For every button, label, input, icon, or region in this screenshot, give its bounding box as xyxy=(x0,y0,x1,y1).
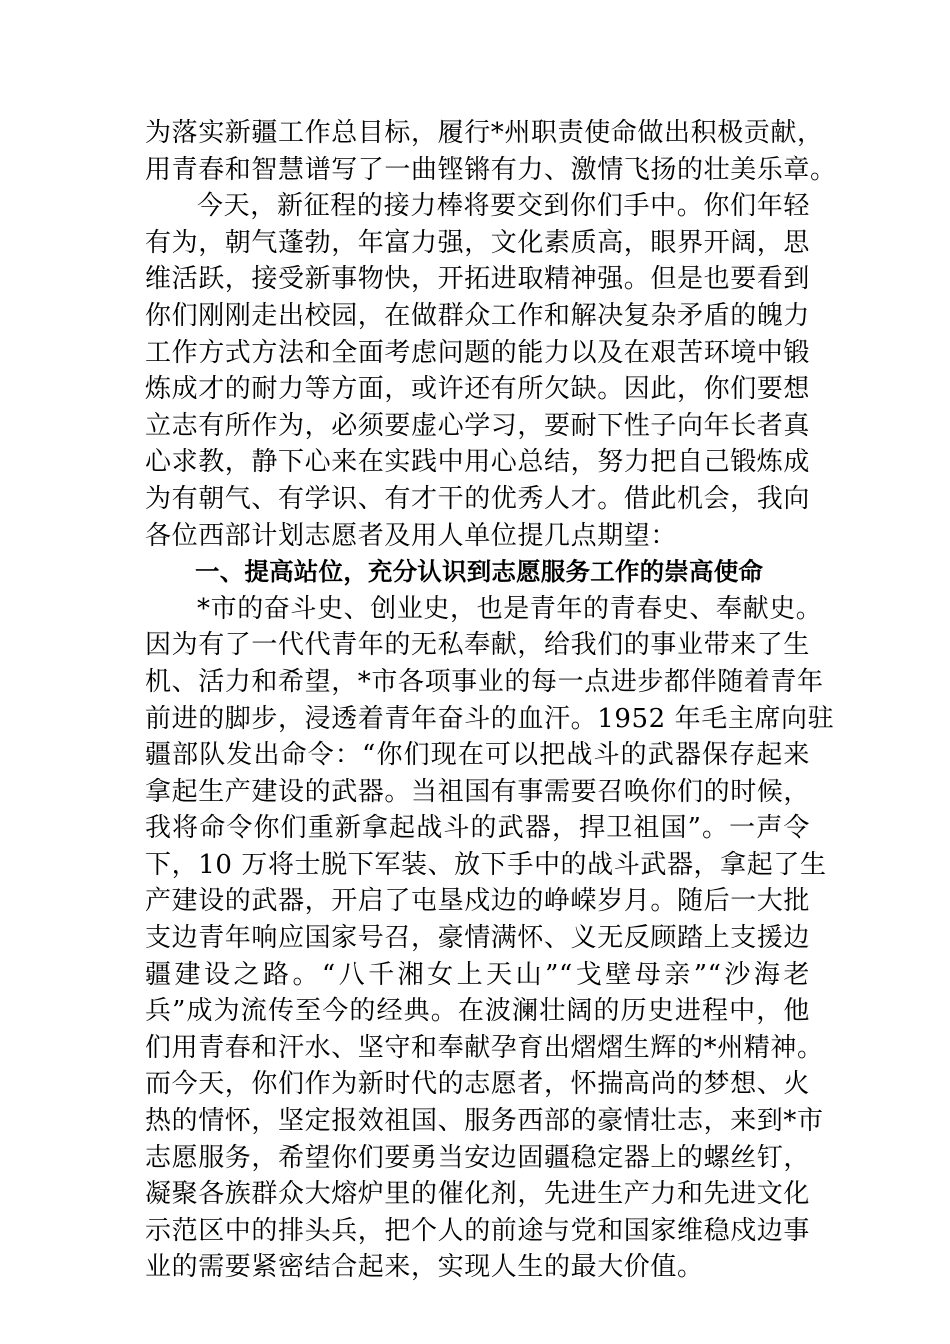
text-line: 用青春和智慧谱写了一曲铿锵有力、激情飞扬的壮美乐章。 xyxy=(145,154,837,185)
text-line: 疆建设之路。“八千湘女上天山”“戈壁母亲”“沙海老 xyxy=(145,959,810,990)
text-line: 机、活力和希望，*市各项事业的每一点进步都伴随着青年 xyxy=(145,666,824,697)
text-line: 我将命令你们重新拿起战斗的武器，捍卫祖国”。一声令 xyxy=(145,813,810,844)
section-heading: 一、提高站位，充分认识到志愿服务工作的崇高使命 xyxy=(195,557,764,587)
text-line: 为有朝气、有学识、有才干的优秀人才。借此机会，我向 xyxy=(145,483,811,514)
text-line: 热的情怀，坚定报效祖国、服务西部的豪情壮志，来到*市 xyxy=(145,1106,824,1137)
text-line: 有为，朝气蓬勃，年富力强，文化素质高，眼界开阔，思 xyxy=(145,227,811,258)
text-line: 支边青年响应国家号召，豪情满怀、义无反顾踏上支援边 xyxy=(145,923,811,954)
text-line: 凝聚各族群众大熔炉里的催化剂，先进生产力和先进文化 xyxy=(145,1179,811,1210)
text-line: 们用青春和汗水、坚守和奉献孕育出熠熠生辉的*州精神。 xyxy=(145,1032,824,1063)
text-line: 工作方式方法和全面考虑问题的能力以及在艰苦环境中锻 xyxy=(145,337,811,368)
text-line: 下，10 万将士脱下军装、放下手中的战斗武器，拿起了生 xyxy=(145,849,827,880)
text-line: 你们刚刚走出校园，在做群众工作和解决复杂矛盾的魄力 xyxy=(145,300,811,331)
text-line: 心求教，静下心来在实践中用心总结，努力把自己锻炼成 xyxy=(145,447,811,478)
text-line: 产建设的武器，开启了屯垦戍边的峥嵘岁月。随后一大批 xyxy=(145,886,811,917)
text-line: 而今天，你们作为新时代的志愿者，怀揣高尚的梦想、火 xyxy=(145,1069,811,1100)
document-body xyxy=(145,115,837,1286)
text-line: 各位西部计划志愿者及用人单位提几点期望： xyxy=(145,520,678,551)
text-line: 疆部队发出命令：“你们现在可以把战斗的武器保存起来 xyxy=(145,740,810,771)
text-line: 志愿服务，希望你们要勇当安边固疆稳定器上的螺丝钉， xyxy=(145,1142,811,1173)
text-line: 业的需要紧密结合起来，实现人生的最大价值。 xyxy=(145,1252,704,1283)
text-line: 因为有了一代代青年的无私奉献，给我们的事业带来了生 xyxy=(145,630,811,661)
text-line: *市的奋斗史、创业史，也是青年的青春史、奉献史。 xyxy=(197,593,823,624)
text-line: 前进的脚步，浸透着青年奋斗的血汗。1952 年毛主席向驻 xyxy=(145,703,835,734)
text-line: 维活跃，接受新事物快，开拓进取精神强。但是也要看到 xyxy=(145,264,811,295)
text-line: 兵”成为流传至今的经典。在波澜壮阔的历史进程中，他 xyxy=(145,996,810,1027)
text-line: 立志有所作为，必须要虚心学习，要耐下性子向年长者真 xyxy=(145,410,811,441)
text-line: 炼成才的耐力等方面，或许还有所欠缺。因此，你们要想 xyxy=(145,374,811,405)
text-line: 示范区中的排头兵，把个人的前途与党和国家维稳戍边事 xyxy=(145,1215,811,1246)
text-line: 拿起生产建设的武器。当祖国有事需要召唤你们的时候， xyxy=(145,776,811,807)
text-line: 为落实新疆工作总目标，履行*州职责使命做出积极贡献， xyxy=(145,118,824,148)
text-line: 今天，新征程的接力棒将要交到你们手中。你们年轻 xyxy=(197,191,810,222)
